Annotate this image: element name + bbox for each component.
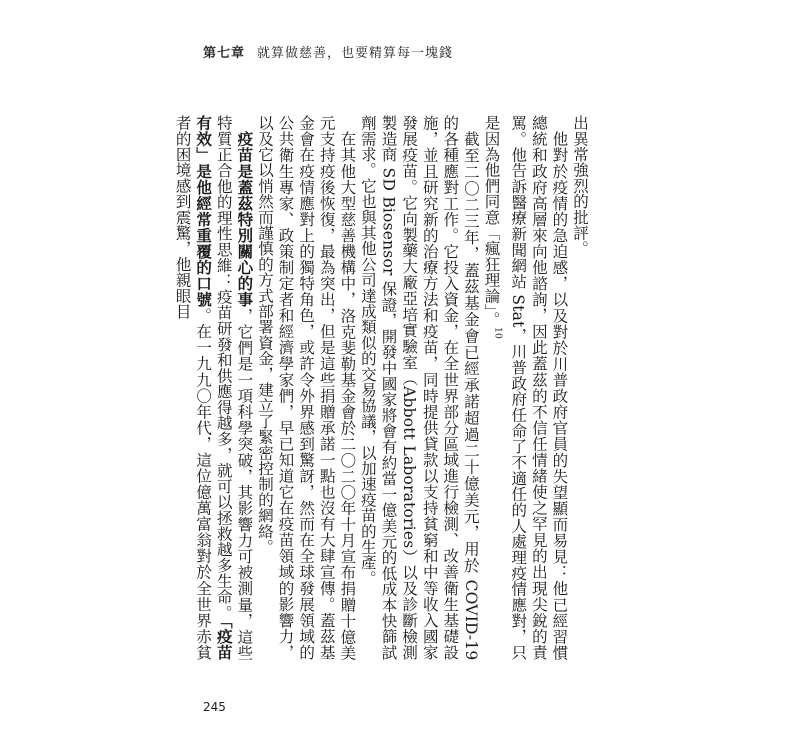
page-body	[173, 115, 590, 661]
running-header	[203, 42, 453, 61]
paragraph-5-text-b: 。在一九九〇年代，這位億萬富翁對於全世界赤貧者的困境感到震驚，他親眼目	[173, 115, 213, 660]
footnote-marker: 10	[492, 327, 503, 339]
paragraph-3: 截至二〇二三年，蓋茲基金會已經承諾超過二十億美元，用於 COVID-19 的各種應對工作。它投入資金，在全世界部分區域進行檢測、改善衛生基礎設施，並且研究新的治療方法和疫苗，同時提供貸款以支持貧窮和中等收入國家發展疫苗。它向製藥大廠亞培實驗室（Abbott Laboratories）以及診斷檢測製造商 SD Biosensor 保證，開發中國家將會有約當一億美元的低成本快篩試劑需求。它也與其他公司達成類似的交易協議，以加速疫苗的生產。	[358, 115, 480, 660]
paragraph-4: 在其他大型慈善機構中，洛克斐勒基金會於二〇二〇年十月宣布捐贈十億美元支持疫後恢復，最為突出，但是這些捐贈承諾一點也沒有大肆宣傳。蓋茲基金會在疫情應對上的獨特角色，或許令外界感到驚訝，然而在全球發展領域的公共衛生專家、政策制定者和經濟學家們，早已知道它在疫苗領域的影響力，以及它以悄然而謹慎的方式部署資金，建立了緊密控制的網絡。	[255, 115, 357, 660]
emphasis-vaccine-care: 疫苗是蓋茲特別關心的事	[235, 130, 255, 308]
chapter-title: 就算做慈善，也要精算每一塊錢	[257, 46, 454, 61]
paragraph-2-text: 他對於疫情的急迫感，以及對於川普政府官員的失望顯而易見：他已經習慣總統和政府高層來向他諮詢，因此蓋茲的不信任情緒使之罕見的出現尖銳的責罵。他告訴醫療新聞網站 Stat，川普政府任命了不適任的人處理疫情應對，只是因為他們同意「瘋狂理論」。	[482, 115, 569, 660]
page-number: 245	[203, 700, 226, 714]
paragraph-2	[481, 115, 570, 660]
paragraph-5-text-a: ，它們是一項科學突破，其影響力可被測量，這些特質正合他的理性思維：疫苗研發和供應得越多，就可以拯救越多生命。	[214, 115, 254, 661]
paragraph-1: 出異常強烈的批評。	[571, 115, 589, 257]
chapter-label: 第七章	[203, 46, 246, 61]
emphasis-vaccine-slogan: 「疫苗有效」是他經常重覆的口號	[194, 115, 234, 660]
paragraph-5	[172, 115, 254, 660]
